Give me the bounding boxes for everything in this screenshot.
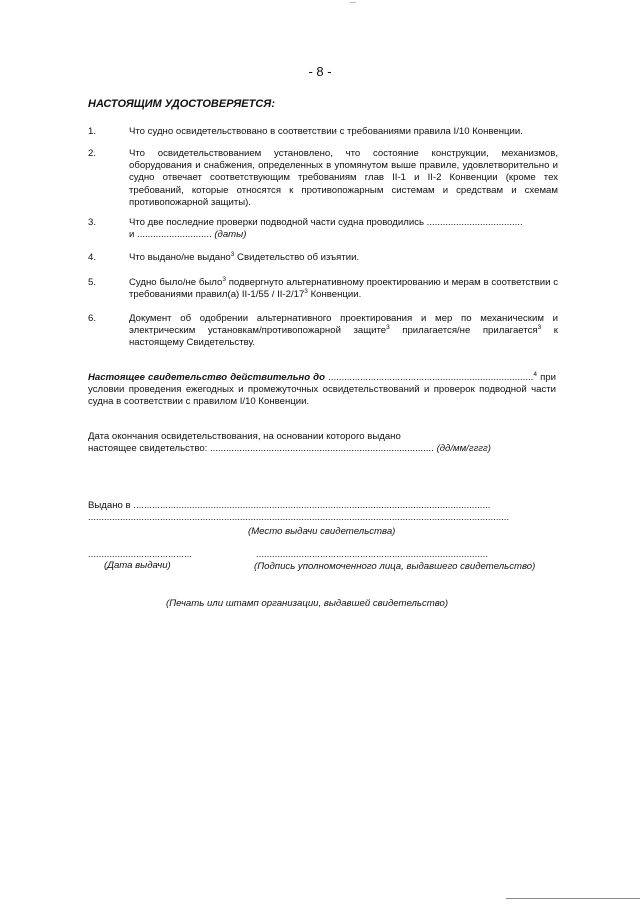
- survey-end-text: настоящее свидетельство: ....................................................................................: [88, 443, 434, 454]
- list-item: [88, 126, 558, 138]
- item-text-part: Судно было/не было: [129, 277, 223, 288]
- validity-lead: Настоящее свидетельство действительно до: [88, 372, 325, 383]
- item-text-part: Документ об одобрении альтернативного проектирования и мер по механическим и электрическим установкам/противопожарной защите: [129, 313, 558, 337]
- item-text-part: Что выдано/не выдано: [129, 252, 231, 263]
- signature-dots: .......................................................................................: [256, 549, 488, 560]
- item-text-part: прилагается/не прилагается: [389, 325, 538, 337]
- date-of-issue-dots: .......................................: [88, 549, 192, 560]
- issued-at-line: Выдано в ......................................................................................................................................: [88, 500, 491, 511]
- list-item: [88, 313, 558, 350]
- item-number: 2.: [88, 148, 97, 159]
- footnote-mark: 3: [222, 275, 226, 283]
- date-format-caption: (дд/мм/гггг): [436, 443, 491, 454]
- item-text-line: и ............................: [129, 229, 212, 241]
- date-of-issue-caption: (Дата выдачи): [104, 560, 171, 571]
- item-text-line: Что две последние проверки подводной части судна проводились ....................................: [129, 217, 523, 228]
- issued-at-line-2: ..............................................................................................................................................................: [88, 512, 510, 523]
- item-text-part: Конвенции.: [307, 289, 362, 301]
- dates-caption: (даты): [214, 229, 247, 241]
- scan-edge-mark: [506, 898, 640, 899]
- item-text-part: подвергнуто альтернативному проектированию и мерам в соответствии с требованиями правил(а) II-1/55 / II-2/17: [129, 277, 558, 301]
- place-of-issue-caption: (Место выдачи свидетельства): [248, 526, 396, 537]
- validity-paragraph: [88, 372, 556, 409]
- survey-end-date-line: [88, 443, 491, 455]
- list-item: [88, 217, 558, 241]
- list-item: [88, 252, 558, 264]
- validity-text: при условии проведения ежегодных и промежуточных освидетельствований и проверок подводной части судна в соответствии с правилом I/10 Конвенции.: [88, 372, 557, 408]
- signature-caption: (Подпись уполномоченного лица, выдавшего свидетельство): [254, 561, 536, 572]
- list-item: [88, 148, 558, 209]
- item-text: Что судно освидетельствовано в соответствии с требованиями правила I/10 Конвенции.: [129, 126, 523, 137]
- footnote-mark: 4: [533, 370, 537, 378]
- footnote-mark: 3: [230, 250, 235, 258]
- page-number: - 8 -: [308, 64, 332, 79]
- item-text: [129, 252, 558, 264]
- list-item: [88, 277, 558, 301]
- validity-dots: .............................................................................: [324, 372, 534, 383]
- item-number: 4.: [88, 252, 97, 263]
- item-number: 6.: [88, 313, 97, 324]
- seal-caption: (Печать или штамп организации, выдавшей свидетельство): [166, 598, 449, 609]
- item-number: 3.: [88, 217, 97, 228]
- footnote-mark: 3: [386, 324, 390, 332]
- item-number: 5.: [88, 277, 97, 288]
- item-text-part: Свидетельство об изъятии.: [234, 252, 360, 263]
- certification-heading: НАСТОЯЩИМ УДОСТОВЕРЯЕТСЯ:: [88, 98, 275, 110]
- item-text: [129, 217, 558, 241]
- item-text: [129, 313, 558, 350]
- footnote-mark: 3: [537, 324, 542, 332]
- survey-end-label: Дата окончания освидетельствования, на основании которого выдано: [88, 431, 401, 442]
- item-number: 1.: [88, 126, 97, 137]
- item-text: [129, 277, 558, 301]
- footnote-mark: 3: [304, 288, 308, 296]
- scan-mark: [350, 2, 356, 3]
- item-text-part: к настоящему Свидетельству.: [129, 325, 558, 349]
- item-text: Что освидетельствованием установлено, что состояние конструкции, механизмов, оборудования и снабжения, определенных в упомянутом выше правиле, удовлетворительно и судно отвечает соответствующим требованиям глав II-1 и II-2 Конвенции (кроме тех требований, которые относятся к противопожарным системам и средствам и схемам противопожарной защиты).: [129, 148, 558, 208]
